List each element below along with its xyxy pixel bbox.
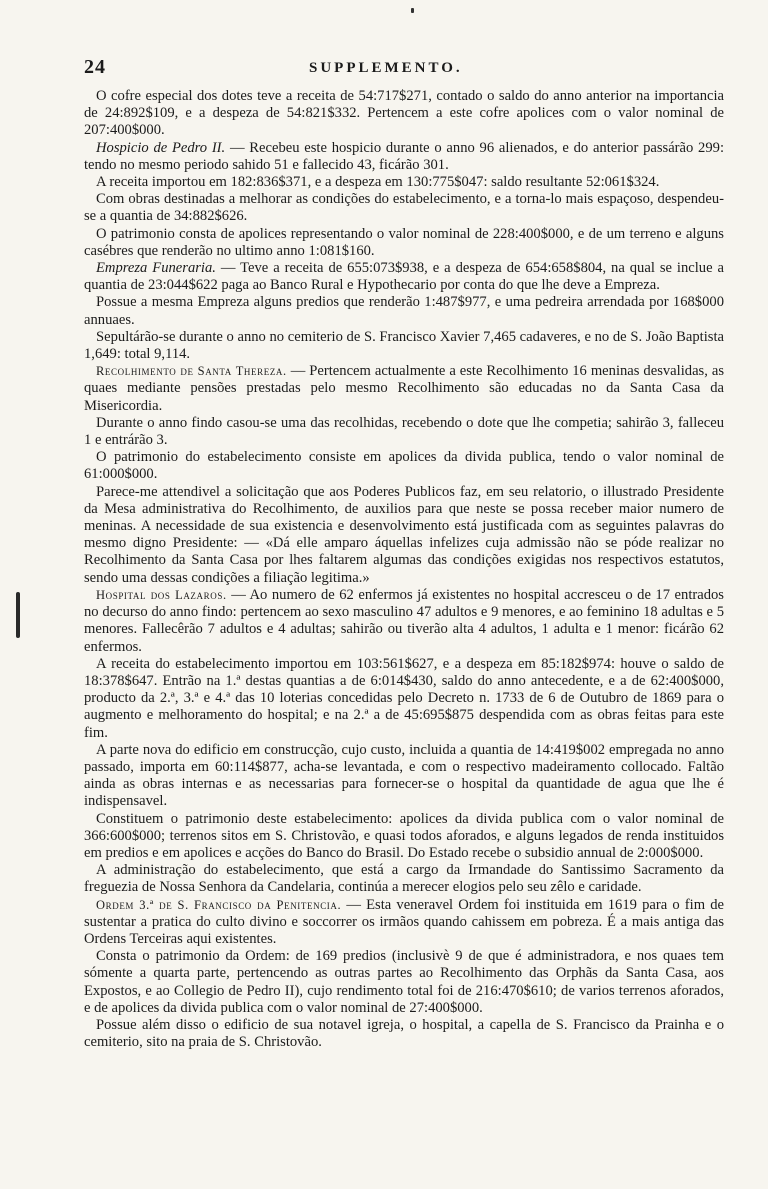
paragraph <box>84 449 724 483</box>
body-text <box>84 88 724 1051</box>
running-title: SUPPLEMENTO. <box>309 60 463 76</box>
section-lead: Empreza Funeraria. <box>96 260 216 277</box>
paragraph <box>84 140 724 174</box>
paragraph <box>84 191 724 225</box>
paragraph-text: — Ao numero de 62 enfermos já existentes no hospital accresceu o de 17 entrados no decurso do anno findo: pertencem ao sexo masculino 47 adultos e 9 menores, e ao feminino 18 adultas e 5 menores. Fallecêrão 7 adultos e 4 adultas; sahirão ou tiverão alta 4 adultos, 1 adulta e 1 menor: ficárão 62 enfermos. <box>84 586 724 655</box>
paragraph-text: O patrimonio consta de apolices representando o valor nominal de 228:400$000, e de um terreno e alguns casébres que renderão no ultimo anno 1:081$160. <box>84 225 724 259</box>
paragraph-text: — Pertencem actualmente a este Recolhimento 16 meninas desvalidas, as quaes mediante pensões prestadas pelo mesmo Recolhimento são educadas no da Santa Casa da Misericordia. <box>84 363 724 414</box>
paragraph <box>84 742 724 811</box>
paragraph <box>84 948 724 1017</box>
paragraph-text: Sepultárão-se durante o anno no cemiterio de S. Francisco Xavier 7,465 cadaveres, e no de S. João Baptista 1,649: total 9,114. <box>84 328 724 363</box>
paragraph <box>84 656 724 742</box>
paragraph <box>84 862 724 896</box>
paragraph-text: Possue a mesma Empreza alguns predios que renderão 1:487$977, e uma pedreira arrendada por 168$000 annuaes. <box>84 294 724 328</box>
paragraph <box>84 294 724 328</box>
paragraph-text: A parte nova do edificio em construcção, cujo custo, incluida a quantia de 14:419$002 empregada no anno passado, importa em 60:114$877, acha-se levantada, e com o respectivo madeiramento collocado. Faltão ainda as obras internas e as necessarias para fornecer-se o hospital da quantidade de agua que lhe é indispensavel. <box>84 741 724 810</box>
paragraph <box>84 587 724 656</box>
paragraph-text: — Teve a receita de 655:073$938, e a despeza de 654:658$804, na qual se inclue a quantia de 23:044$622 paga ao Banco Rural e Hypothecario por conta do que lhe deve a Empreza. <box>84 260 724 294</box>
paragraph-text: O cofre especial dos dotes teve a receita de 54:717$271, contado o saldo do anno anterior na importancia de 24:892$109, e a despeza de 54:821$332. Pertencem a este cofre apolices com o valor nominal de 207:400$000. <box>84 88 724 139</box>
paragraph <box>84 88 724 140</box>
paragraph <box>84 174 724 191</box>
paragraph-text: Durante o anno findo casou-se uma das recolhidas, recebendo o dote que lhe competia; sahirão 3, falleceu 1 e entrárão 3. <box>84 414 724 449</box>
paragraph <box>84 260 724 294</box>
section-lead: Recolhimento de Santa Thereza. <box>96 364 287 379</box>
page-header <box>84 56 724 86</box>
section-lead: Ordem 3.ª de S. Francisco da Penitencia. <box>96 897 342 912</box>
paragraph-text: Consta o patrimonio da Ordem: de 169 predios (inclusivè 9 de que é administradora, e nos quaes tem sómente a quarta parte, pertencendo as outras partes ao Recolhimento das Orphãs da Santa Casa, aos Expostos, e ao Collegio de Pedro II), cujo rendimento total foi de 216:470$610; de varios terrenos aforados, e de apolices da divida publica com o valor nominal de 27:400$000. <box>84 948 724 1016</box>
paragraph-text: Com obras destinadas a melhorar as condições do estabelecimento, e a torna-lo mais espaçoso, despendeu-se a quantia de 34:882$626. <box>84 191 724 225</box>
paragraph <box>84 415 724 449</box>
paragraph <box>84 811 724 863</box>
paragraph-text: Constituem o patrimonio deste estabelecimento: apolices da divida publica com o valor nominal de 366:600$000; terrenos sitos em S. Christovão, e quasi todos aforados, e alguns legados de renda instituidos em predios e em apolices e acções do Banco do Brasil. Do Estado recebe o subsidio annual de 2:000$000. <box>84 810 724 861</box>
paragraph <box>84 363 724 415</box>
page-number: 24 <box>84 56 106 78</box>
paragraph-text: — Recebeu este hospicio durante o anno 96 alienados, e do anterior passárão 299: tendo no mesmo periodo sahido 51 e fallecido 43, ficárão 301. <box>84 139 724 173</box>
paragraph-text: Possue além disso o edificio de sua notavel igreja, o hospital, a capella de S. Francisco da Prainha e o cemiterio, sito na praia de S. Christovão. <box>84 1016 724 1051</box>
paragraph <box>84 329 724 363</box>
section-lead: Hospicio de Pedro II. <box>96 139 226 156</box>
paragraph-text: A administração do estabelecimento, que está a cargo da Irmandade do Santissimo Sacramento da freguezia de Nossa Senhora da Candelaria, continúa a merecer elogios pelo seu zêlo e caridade. <box>84 862 724 896</box>
paragraph-text: — Esta veneravel Ordem foi instituida em 1619 para o fim de sustentar a pratica do culto divino e soccorrer os irmãos quando cahissem em pobreza. É a mais antiga das Ordens Terceiras aqui existentes. <box>84 896 724 947</box>
paragraph-text: A receita importou em 182:836$371, e a despeza em 130:775$047: saldo resultante 52:061$324. <box>96 174 660 191</box>
paragraph <box>84 1017 724 1051</box>
paragraph-text: A receita do estabelecimento importou em 103:561$627, e a despeza em 85:182$974: houve o saldo de 18:378$647. Entrão na 1.ª destas quantias a de 6:014$430, saldo do anno antecedente, e a de 62:400$000, producto da 2.ª, 3.ª e 4.ª das 10 loterias concedidas pelo Decreto n. 1733 de 6 de Outubro de 1869 para o augmento e melhoramento do hospital; e na 2.ª a de 45:695$875 despendida com as obras feitas para este fim. <box>84 655 724 741</box>
paragraph-text: O patrimonio do estabelecimento consiste em apolices da divida publica, tendo o valor nominal de 61:000$000. <box>84 449 724 483</box>
top-dot-mark <box>411 8 414 13</box>
paragraph <box>84 484 724 587</box>
paragraph-text: Parece-me attendivel a solicitação que aos Poderes Publicos faz, em seu relatorio, o illustrado Presidente da Mesa administrativa do Recolhimento, de auxilios para que neste se possa receber maior numero de meninas. A necessidade de sua existencia e desenvolvimento está justificada com as seguintes palavras do mesmo digno Presidente: — «Dá elle amparo áquellas infelizes cuja admissão não se póde realizar no Recolhimento da Santa Casa por lhes faltarem algumas das condições exigidas nos respectivos estatutos, sendo uma dessas condições a filiação legitima.» <box>84 483 724 586</box>
paragraph <box>84 897 724 949</box>
margin-edge-mark <box>16 592 20 638</box>
paragraph <box>84 226 724 260</box>
section-lead: Hospital dos Lazaros. <box>96 587 227 602</box>
